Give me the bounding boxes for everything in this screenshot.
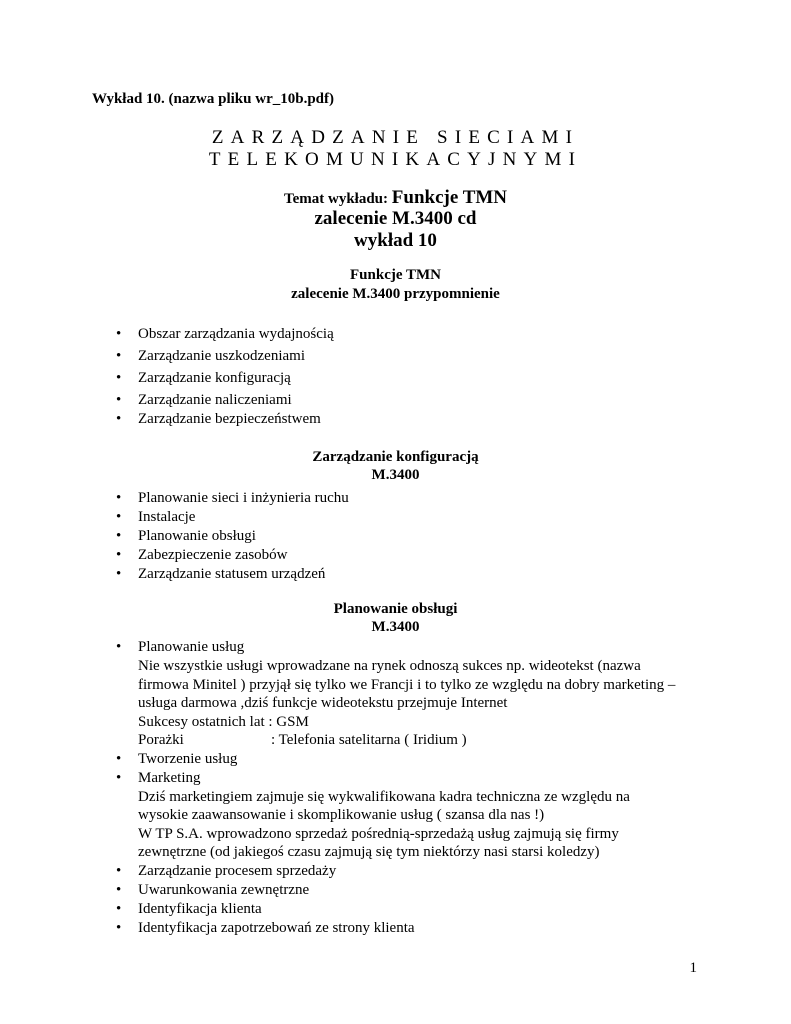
list-item: • Zarządzanie naliczeniami [116,391,334,410]
list-item: • Zarządzanie konfiguracją [116,369,334,388]
list-item [116,769,675,862]
section2-heading: Zarządzanie konfiguracją [312,449,479,465]
subject-main: Funkcje TMN [391,187,508,208]
list-item: • Tworzenie usług [116,750,675,769]
list-item: • Zarządzanie procesem sprzedaży [116,862,675,881]
list-item-text: Sukcesy ostatnich lat : GSM [138,713,309,730]
list-item-text: Dziś marketingiem zajmuje się wykwalifikowana kadra techniczna ze względu na [138,788,630,805]
page-number: 1 [689,960,697,976]
list-item-label: • Planowanie usług [138,639,245,655]
list-item: • Obszar zarządzania wydajnością [116,325,334,344]
list-item: • Zabezpieczenie zasobów [116,546,349,565]
failures-label: Porażki [138,732,184,748]
section1-list [116,325,334,429]
list-item-label: • Marketing [138,769,201,786]
subject-line3: wykład 10 [354,230,437,251]
file-header: Wykład 10. (nazwa pliku wr_10b.pdf) [92,91,334,107]
section1-heading: Funkcje TMN [350,267,441,283]
list-item: • Planowanie obsługi [116,527,349,546]
failures-value: : Telefonia satelitarna ( Iridium ) [271,732,467,748]
list-item-text: usługa darmowa ,dziś funkcje wideotekstu przejmuje Internet [138,695,508,711]
section2-list [116,489,349,584]
failures-line [138,731,675,750]
list-item: • Zarządzanie statusem urządzeń [116,565,349,584]
section1-subheading: zalecenie M.3400 przypomnienie [291,286,500,302]
section3-subheading: M.3400 [371,619,420,635]
subject-prefix: Temat wykładu: [283,191,392,207]
list-item: • Identyfikacja klienta [116,900,675,919]
list-item: • Planowanie sieci i inżynieria ruchu [116,489,349,508]
list-item-text: zewnętrzne (od jakiegoś czasu zajmują się tym niektórzy nasi starsi koledzy) [138,844,600,860]
section3-heading: Planowanie obsługi [333,601,458,617]
list-item-text: wysokie zaawansowanie i skomplikowanie usług ( szansa dla nas !) [138,807,545,823]
document-title-line2: TELEKOMUNIKACYJNYMI [208,149,583,170]
list-item: • Zarządzanie uszkodzeniami [116,347,334,366]
list-item-text: firmowa Minitel ) przyjął się tylko we Francji i to tylko ze względu na dobry marketing – [138,676,676,693]
list-item-text: Nie wszystkie usługi wprowadzane na rynek odnoszą sukces np. wideotekst (nazwa [138,658,641,674]
section3-list [116,638,675,938]
list-item: • Zarządzanie bezpieczeństwem [116,410,334,429]
list-item: • Instalacje [116,508,349,527]
list-item [116,638,675,750]
subject-line2: zalecenie M.3400 cd [314,208,477,229]
lecture-subject [0,187,791,209]
list-item: • Identyfikacja zapotrzebowań ze strony klienta [116,919,675,938]
section2-subheading: M.3400 [371,467,420,483]
list-item: • Uwarunkowania zewnętrzne [116,881,675,900]
list-item-text: W TP S.A. wprowadzono sprzedaż pośrednią-sprzedażą usług zajmują się firmy [138,825,619,842]
document-title-line1: ZARZĄDZANIE SIECIAMI [211,127,580,148]
